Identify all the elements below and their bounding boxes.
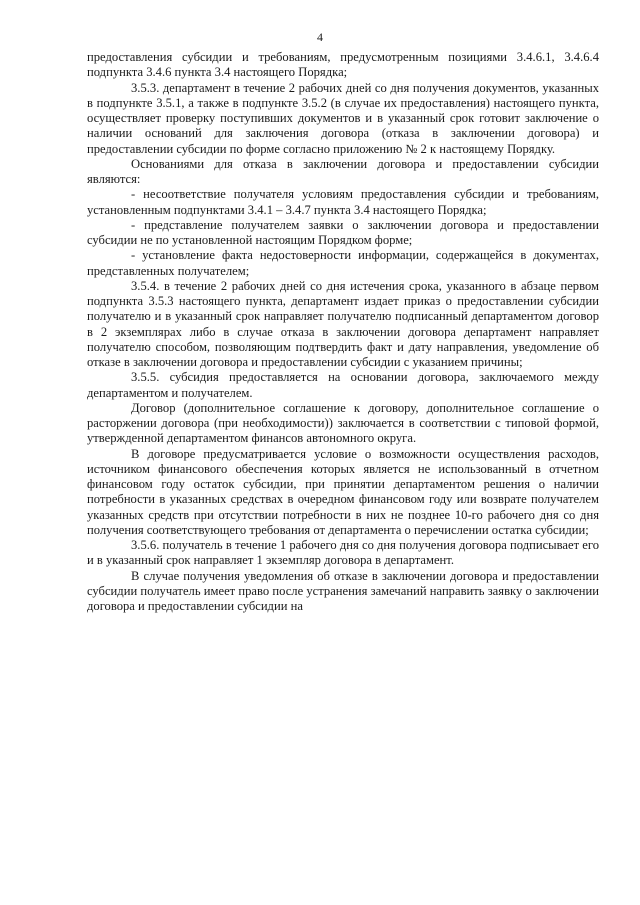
paragraph-3-5-4: 3.5.4. в течение 2 рабочих дней со дня истечения срока, указанного в абзаце первом подпункта 3.5.3 настоящего пункта, департамент издает приказ о предоставлении субсидии получателю и в указанный срок направляет получателю подписанный департаментом договор в 2 экземплярах либо в случае отказа в заключении договора департамент направляет получателю способом, позволяющим подтвердить факт и дату направления, уведомление об отказе в заключении договора и предоставлении субсидии с указанием причины;: [87, 278, 599, 369]
paragraph-contract-conditions: В договоре предусматривается условие о возможности осуществления расходов, источником финансового обеспечения которых является не использованный в отчетном финансовом году остаток субсидии, при принятии департаментом решения о наличии потребности в указанных средствах в очередном финансовом году или возврате получателем указанных средств при отсутствии потребности в них не позднее 10-го рабочего дня со дня получения соответствующего требования от департамента о перечислении остатка субсидии;: [87, 446, 599, 537]
paragraph-continuation: предоставления субсидии и требованиям, предусмотренным позициями 3.4.6.1, 3.4.6.4 подпункта 3.4.6 пункта 3.4 настоящего Порядка;: [87, 50, 599, 80]
list-item-wrong-form: - представление получателем заявки о заключении договора и предоставлении субсидии не по установленной настоящим Порядком форме;: [87, 217, 599, 247]
document-body: [87, 50, 599, 614]
paragraph-3-5-5: 3.5.5. субсидия предоставляется на основании договора, заключаемого между департаментом и получателем.: [87, 370, 599, 400]
paragraph-3-5-6: 3.5.6. получатель в течение 1 рабочего дня со дня получения договора подписывает его и в указанный срок направляет 1 экземпляр договора в департамент.: [87, 538, 599, 568]
paragraph-refusal-grounds: Основаниями для отказа в заключении договора и предоставлении субсидии являются:: [87, 156, 599, 186]
paragraph-resubmission: В случае получения уведомления об отказе в заключении договора и предоставлении субсидии получатель имеет право после устранения замечаний направить заявку о заключении договора и предоставлении субсидии на: [87, 568, 599, 613]
list-item-false-information: - установление факта недостоверности информации, содержащейся в документах, представленных получателем;: [87, 248, 599, 278]
paragraph-3-5-3: 3.5.3. департамент в течение 2 рабочих дней со дня получения документов, указанных в подпункте 3.5.1, а также в подпункте 3.5.2 (в случае их предоставления) настоящего пункта, осуществляет проверку поступивших документов и в указанный срок готовит заключение о наличии оснований для заключения договора (отказа в заключении договора) и предоставлении субсидии по форме согласно приложению № 2 к настоящему Порядку.: [87, 80, 599, 156]
paragraph-contract-form: Договор (дополнительное соглашение к договору, дополнительное соглашение о расторжении договора (при необходимости)) заключается в соответствии с типовой формой, утвержденной департаментом финансов автономного округа.: [87, 400, 599, 446]
list-item-noncompliance: - несоответствие получателя условиям предоставления субсидии и требованиям, установленным подпунктами 3.4.1 – 3.4.7 пункта 3.4 настоящего Порядка;: [87, 187, 599, 217]
page-number: 4: [317, 30, 323, 44]
